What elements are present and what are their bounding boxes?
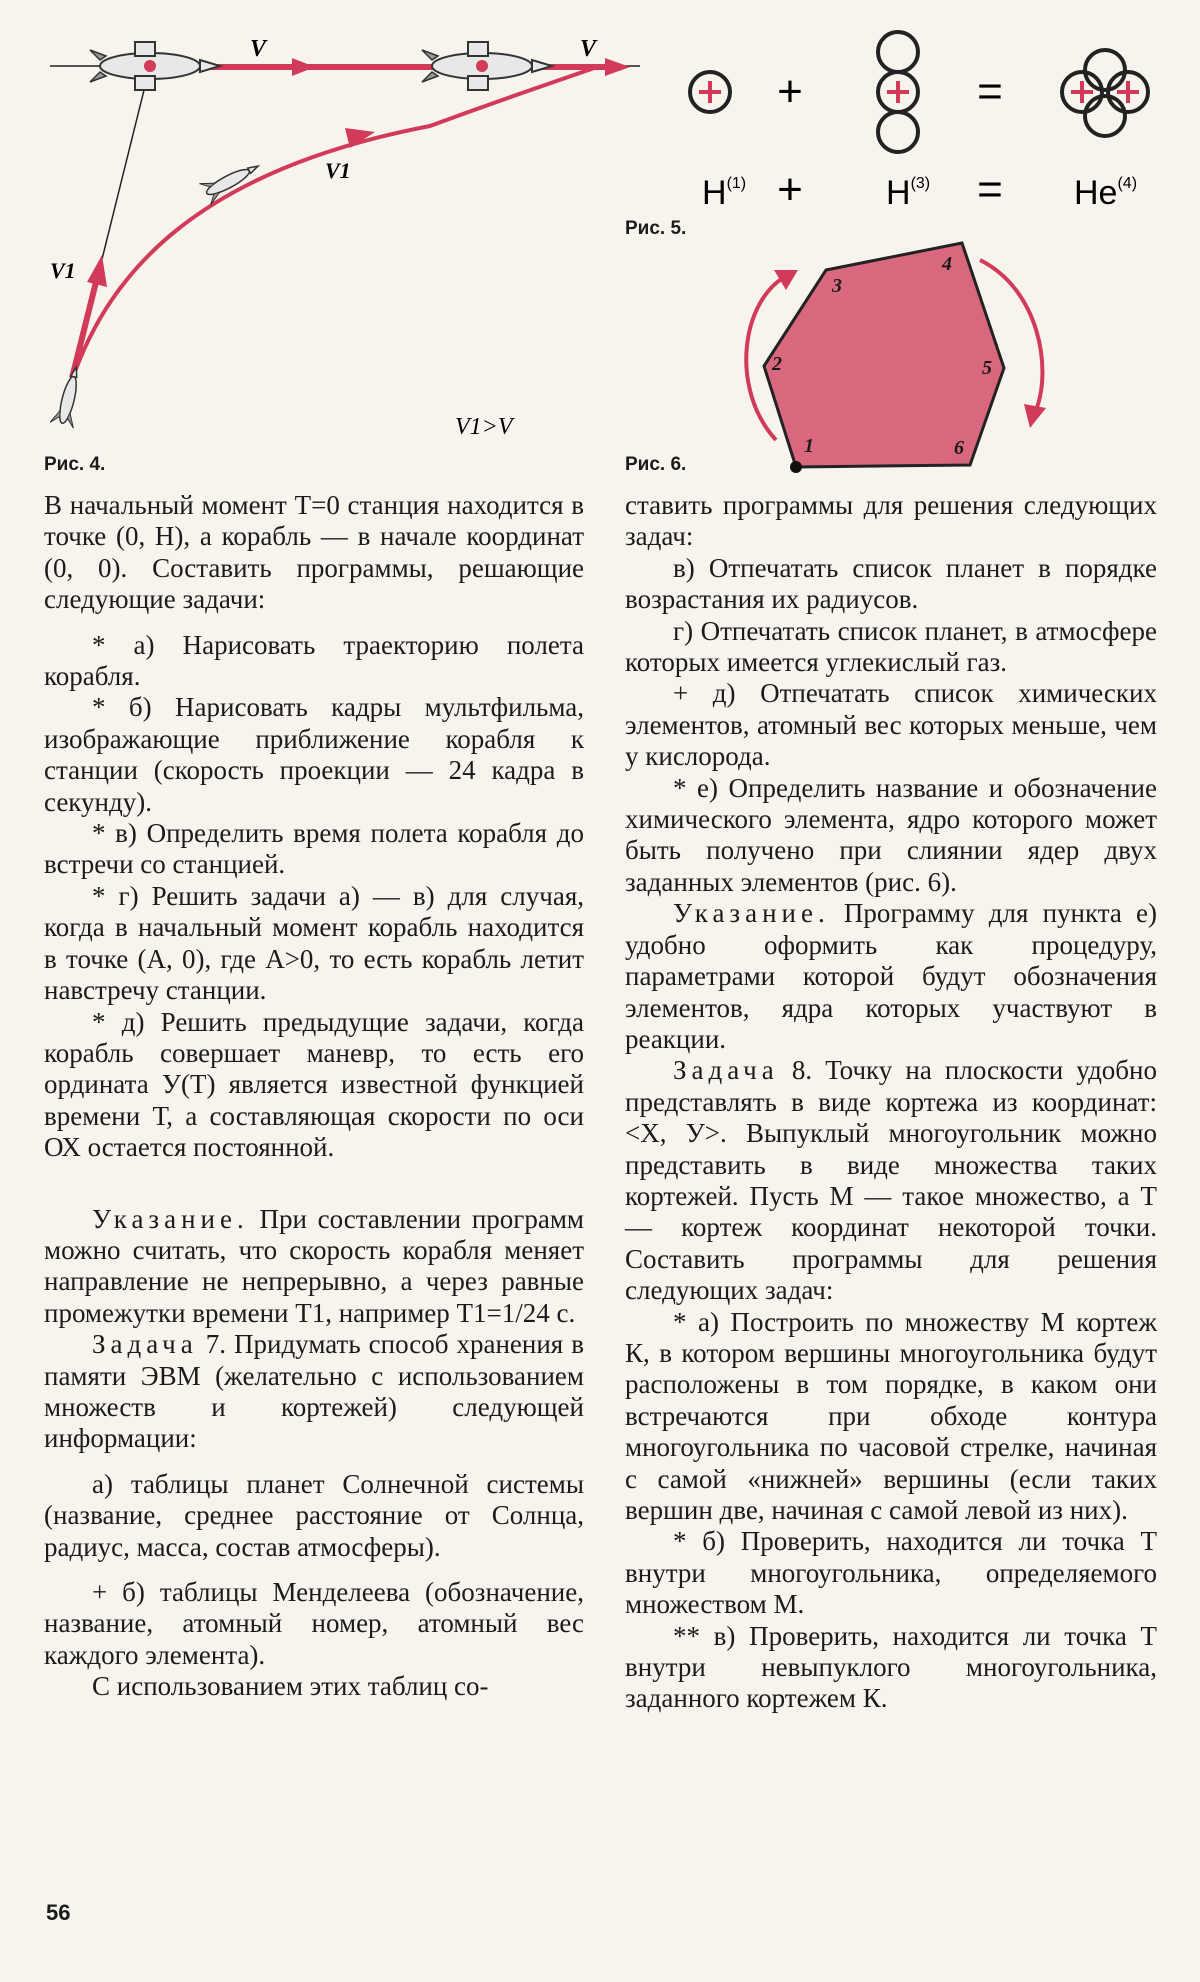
rocket-station-start-icon	[90, 42, 220, 90]
spaced-heading: Задача	[92, 1329, 198, 1360]
left-text-column	[44, 490, 584, 1703]
paragraph-text: * а) Построить по множеству М кортеж К, в котором вершины многоугольника будут расположены в том порядке, в каком они встречаются при обходе контура многоугольника по часовой стрелке, начиная с самой «нижней» вершины (если таких вершин две, начиная с самой левой из них).	[625, 1306, 1157, 1525]
paragraph	[44, 692, 584, 818]
paragraph-text: ставить программы для решения следующих задач:	[625, 490, 1157, 552]
paragraph	[44, 881, 584, 1007]
paragraph-text: * в) Определить время полета корабля до встречи со станцией.	[44, 818, 584, 880]
paragraph-text: * г) Решить задачи а) — в) для случая, когда в начальный момент корабль находится в точке (А, 0), где А>0, то есть корабль летит навстречу станции.	[44, 880, 584, 1006]
equals-sign-2: =	[977, 165, 1003, 214]
paragraph-text: При составлении программ можно считать, что скорость корабля меняет направление не непрерывно, а через равные промежутки времени Т1, например Т1=1/24 с.	[44, 1203, 584, 1328]
formula-he4: He$^{(4)}$	[1074, 174, 1138, 212]
paragraph	[625, 1621, 1157, 1715]
paragraph	[625, 553, 1157, 616]
label-v-2: V	[580, 36, 597, 62]
label-v1-curve: V1	[325, 158, 351, 183]
formula-h1: $H^{(1)}$	[702, 174, 747, 212]
figure-4-diagram	[40, 20, 640, 440]
figure-4-caption: Рис. 4.	[44, 454, 106, 475]
paragraph	[625, 1526, 1157, 1620]
paragraph-text: г) Отпечатать список планет, в атмосфере которых имеется углекислый газ.	[625, 615, 1157, 678]
label-condition: V1>V	[455, 414, 513, 440]
paragraph	[44, 1007, 584, 1164]
figure-5-diagram	[680, 20, 1160, 220]
paragraph-text: * б) Проверить, находится ли точка Т внутри многоугольника, определяемого множеством М.	[625, 1526, 1157, 1620]
paragraph-text: Программу для пункта е) удобно оформить как процедуру, параметрами которой будут обозначения элементов, ядра которых участвуют в реакции.	[625, 898, 1157, 1054]
right-text-column	[625, 490, 1157, 1715]
vertex-label-1: 1	[804, 435, 814, 457]
neutron-icon	[878, 112, 918, 152]
paragraph-text: 7. Придумать способ хранения в памяти ЭВМ (желательно с использованием множеств и кортежей) следующей информации:	[44, 1329, 584, 1454]
spaced-heading: Указание.	[92, 1203, 249, 1234]
figure-6-diagram	[740, 240, 1070, 480]
paragraph	[625, 773, 1157, 899]
paragraph-text: 8. Точку на плоскости удобно представлять в виде кортежа из координат: <Х, У>. Выпуклый многоугольник можно представить в виде множества таких кортежей. Пусть М — такое множество, а Т — кортеж координат некоторой точки. Составить программы для решения следующих задач:	[625, 1055, 1157, 1306]
paragraph	[625, 1055, 1157, 1306]
ship-trajectory	[72, 66, 600, 380]
vertex-label-3: 3	[832, 275, 842, 297]
label-v-1: V	[250, 36, 267, 62]
paragraph-text: ** в) Проверить, находится ли точка Т внутри невыпуклого многоугольника, заданного кортежем К.	[625, 1620, 1157, 1714]
paragraph	[625, 1307, 1157, 1527]
ship-launch-icon	[50, 364, 88, 428]
neutron-icon	[1085, 96, 1125, 136]
paragraph	[44, 490, 584, 616]
equals-sign-1: =	[977, 67, 1003, 116]
paragraph	[44, 818, 584, 881]
paragraph-text: + д) Отпечатать список химических элементов, атомный вес которых меньше, чем у кислорода.	[625, 678, 1157, 772]
paragraph	[44, 630, 584, 693]
paragraph-text: В начальный момент Т=0 станция находится в точке (0, Н), а корабль — в начале координат (0, 0). Составить программы, решающие следующие задачи:	[44, 490, 584, 615]
paragraph	[44, 1469, 584, 1563]
start-vertex-dot	[790, 461, 802, 473]
paragraph-text: * б) Нарисовать кадры мультфильма, изображающие приближение корабля к станции (скорость проекции — 24 кадра в секунду).	[44, 692, 584, 817]
figure-5-caption: Рис. 5.	[625, 218, 687, 239]
formula-h3: $H^{(3)}$	[886, 174, 931, 212]
paragraph-text: в) Отпечатать список планет в порядке возрастания их радиусов.	[625, 552, 1157, 615]
label-v1-left: V1	[50, 258, 76, 283]
paragraph-text: * д) Решить предыдущие задачи, когда корабль совершает маневр, то есть его ордината У(Т) является известной функцией времени Т, а составляющая скорости по оси ОХ остается постоянной.	[44, 1006, 584, 1163]
paragraph-text: * е) Определить название и обозначение химического элемента, ядро которого может быть получено при слиянии ядер двух заданных элементов (рис. 6).	[625, 772, 1157, 897]
paragraph	[625, 898, 1157, 1055]
vertex-label-4: 4	[942, 253, 952, 275]
spaced-heading: Задача	[673, 1055, 779, 1086]
vertex-label-6: 6	[954, 437, 964, 459]
vertex-label-5: 5	[982, 357, 992, 379]
neutron-icon	[1085, 50, 1125, 90]
paragraph-text: С использованием этих таблиц со-	[92, 1671, 489, 1702]
figure-6-caption: Рис. 6.	[625, 454, 687, 475]
spaced-heading: Указание.	[673, 898, 830, 929]
paragraph	[625, 490, 1157, 553]
paragraph	[44, 1671, 584, 1702]
paragraph-text: а) таблицы планет Солнечной системы (название, среднее расстояние от Солнца, радиус, масса, состав атмосферы).	[44, 1468, 584, 1562]
paragraph-text: + б) таблицы Менделеева (обозначение, название, атомный номер, атомный вес каждого элемента).	[44, 1577, 584, 1670]
neutron-icon	[878, 32, 918, 72]
vertex-label-2: 2	[772, 353, 782, 375]
plus-sign-2: +	[777, 165, 803, 214]
hexagon-shape	[764, 243, 1004, 467]
paragraph	[44, 1577, 584, 1671]
paragraph	[44, 1329, 584, 1455]
page-number: 56	[46, 1900, 71, 1925]
paragraph-text: * а) Нарисовать траекторию полета корабля.	[44, 629, 584, 692]
plus-sign-1: +	[777, 67, 803, 116]
paragraph	[625, 678, 1157, 772]
paragraph	[625, 616, 1157, 679]
rocket-station-end-icon	[422, 42, 552, 90]
paragraph	[44, 1204, 584, 1330]
